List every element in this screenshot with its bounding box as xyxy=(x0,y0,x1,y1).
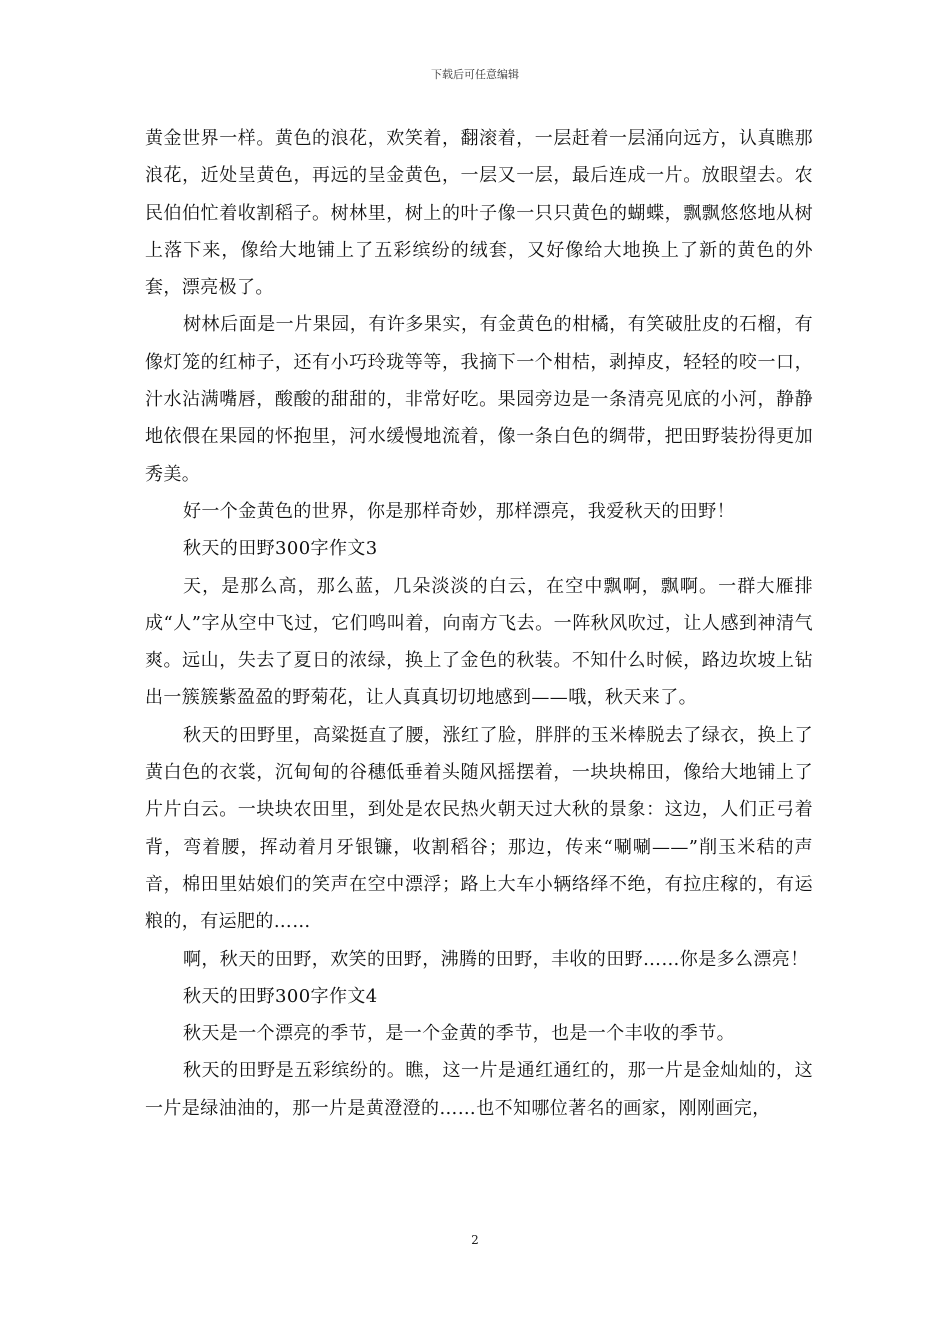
section-title: 秋天的田野300字作文3 xyxy=(183,538,378,560)
paragraph: 秋天的田野里，高粱挺直了腰，涨红了脸，胖胖的玉米棒脱去了绿衣，换上了黄白色的衣裳，沉甸甸的谷穗低垂着头随风摇摆着，一块块棉田，像给大地铺上了片片白云。一块块农田里，到处是农民热火朝天过大秋的景象：这边，人们正弓着背，弯着腰，挥动着月牙银镰，收割稻谷；那边，传来“唰唰——”削玉米秸的声音，棉田里姑娘们的笑声在空中漂浮；路上大车小辆络绎不绝，有拉庄稼的，有运粮的，有运肥的…… xyxy=(145,724,813,933)
paragraph: 好一个金黄色的世界，你是那样奇妙，那样漂亮，我爱秋天的田野！ xyxy=(183,500,735,522)
page-header: 下载后可任意编辑 xyxy=(431,68,519,81)
paragraph: 秋天是一个漂亮的季节，是一个金黄的季节，也是一个丰收的季节。 xyxy=(183,1023,735,1045)
paragraph: 树林后面是一片果园，有许多果实，有金黄色的柑橘，有笑破肚皮的石榴，有像灯笼的红柿子，还有小巧玲珑等等，我摘下一个柑桔，剥掉皮，轻轻的咬一口，汁水沾满嘴唇，酸酸的甜甜的，非常好吃。果园旁边是一条清亮见底的小河，静静地依偎在果园的怀抱里，河水缓慢地流着，像一条白色的绸带，把田野装扮得更加秀美。 xyxy=(145,314,813,485)
page-number: 2 xyxy=(471,1233,479,1247)
paragraph: 黄金世界一样。黄色的浪花，欢笑着，翻滚着，一层赶着一层涌向远方，认真瞧那浪花，近处呈黄色，再远的呈金黄色，一层又一层，最后连成一片。放眼望去。农民伯伯忙着收割稻子。树林里，树上的叶子像一只只黄色的蝴蝶，飘飘悠悠地从树上落下来，像给大地铺上了五彩缤纷的绒套，又好像给大地换上了新的黄色的外套，漂亮极了。 xyxy=(145,128,813,299)
document-body xyxy=(145,120,813,1127)
paragraph: 天，是那么高，那么蓝，几朵淡淡的白云，在空中飘啊，飘啊。一群大雁排成“人”字从空中飞过，它们鸣叫着，向南方飞去。一阵秋风吹过，让人感到神清气爽。远山，失去了夏日的浓绿，换上了金色的秋装。不知什么时候，路边坎坡上钻出一簇簇紫盈盈的野菊花，让人真真切切地感到——哦，秋天来了。 xyxy=(145,575,813,709)
paragraph: 啊，秋天的田野，欢笑的田野，沸腾的田野，丰收的田野……你是多么漂亮！ xyxy=(183,948,809,970)
section-title: 秋天的田野300字作文4 xyxy=(183,985,378,1007)
paragraph: 秋天的田野是五彩缤纷的。瞧，这一片是通红通红的，那一片是金灿灿的，这一片是绿油油的，那一片是黄澄澄的……也不知哪位著名的画家，刚刚画完， xyxy=(145,1060,813,1119)
